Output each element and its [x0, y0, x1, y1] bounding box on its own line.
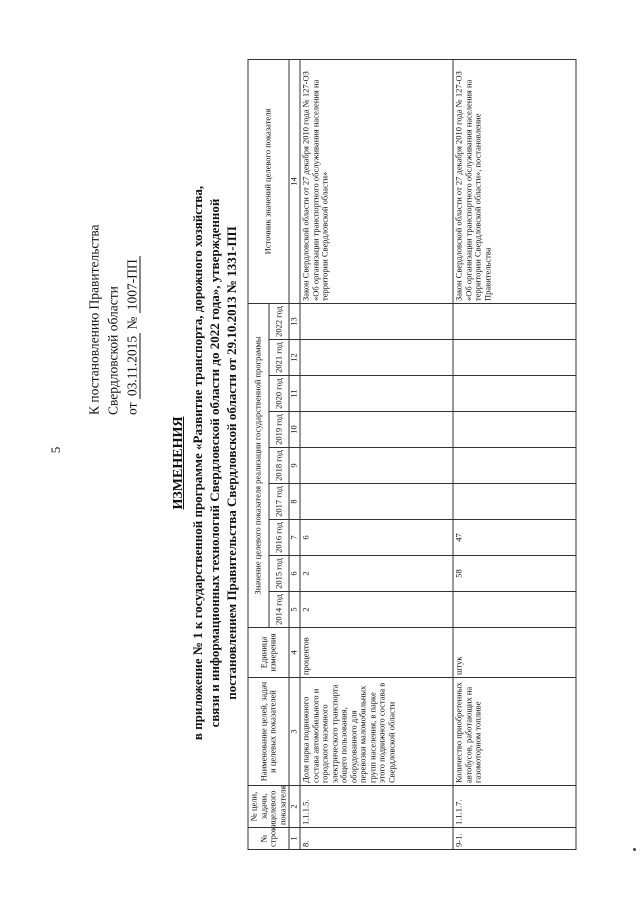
indicators-table	[248, 59, 577, 850]
header-row-no: № строки	[248, 828, 289, 850]
value-2022	[300, 303, 453, 339]
header-year: 2015 год	[269, 556, 290, 592]
document-title: ИЗМЕНЕНИЯ	[171, 416, 186, 510]
header-year: 2020 год	[269, 376, 290, 412]
value-2022	[453, 303, 576, 339]
header-name: Наименование целей, задач и целевых показателей	[248, 678, 289, 786]
column-number: 9	[289, 448, 300, 484]
column-number: 11	[289, 376, 300, 412]
header-year: 2018 год	[269, 448, 290, 484]
value-2020	[300, 376, 453, 412]
heading-line-2: связи и информационных технологий Свердловской области до 2022 года», утвержденной	[207, 198, 222, 728]
attachment-line-1: К постановлению Правительства	[86, 224, 102, 415]
column-number: 7	[289, 520, 300, 556]
header-year: 2017 год	[269, 484, 290, 520]
decree-date: 03.11.2015	[125, 333, 141, 399]
column-number: 6	[289, 556, 300, 592]
table-row	[453, 59, 576, 849]
number-sign: №	[124, 316, 140, 330]
decree-number: 1007-ПП	[125, 256, 141, 313]
column-number: 10	[289, 412, 300, 448]
heading-line-3: постановлением Правительства Свердловской области от 29.10.2013 № 1331-ПП	[224, 226, 239, 700]
column-number: 3	[289, 678, 300, 786]
column-number: 12	[289, 340, 300, 376]
goal-number: 1.1.1.7.	[453, 786, 576, 828]
from-label: от	[124, 402, 140, 415]
column-number: 4	[289, 628, 300, 678]
column-number: 13	[289, 303, 300, 339]
value-2014: 2	[300, 592, 453, 628]
column-number: 14	[289, 59, 300, 303]
indicator-source: Закон Свердловской области от 27 декабря 2010 года № 127-ОЗ «Об организации транспортного обслуживания населения на территории Свердловской области»	[300, 59, 453, 303]
value-2016: 47	[453, 520, 576, 556]
table-row	[300, 59, 453, 849]
attachment-line-3	[123, 85, 142, 415]
unit: процентов	[300, 628, 453, 678]
value-2015: 2	[300, 556, 453, 592]
column-number: 2	[289, 786, 300, 828]
indicator-name: Доля парка подвижного состава автомобильного и городского наземного электрического транспорта общего пользования, оборудованного для перевозки маломобильных групп населения, в парке этого подвижного состава в Свердловской области	[300, 678, 453, 786]
header-values-group: Значение целевого показателя реализации государственной программы	[248, 303, 269, 627]
document-heading	[170, 93, 240, 833]
header-year: 2014 год	[269, 592, 290, 628]
attachment-stamp	[85, 85, 142, 415]
page-number: 5	[48, 446, 63, 454]
header-unit: Единица измерения	[248, 628, 289, 678]
unit: штук	[453, 628, 576, 678]
header-goal-no: № цели, задачи, целевого показателя	[248, 786, 289, 828]
indicators-table-wrapper	[248, 70, 603, 850]
row-number: 8.	[300, 828, 453, 850]
header-year: 2022 год	[269, 303, 290, 339]
value-2019	[300, 412, 453, 448]
value-2014	[453, 592, 576, 628]
column-number: 8	[289, 484, 300, 520]
header-year: 2016 год	[269, 520, 290, 556]
value-2017	[300, 484, 453, 520]
value-2016: 6	[300, 520, 453, 556]
value-2020	[453, 376, 576, 412]
value-2015: 58	[453, 556, 576, 592]
row-number: 9-1.	[453, 828, 576, 850]
value-2021	[453, 340, 576, 376]
header-year: 2021 год	[269, 340, 290, 376]
heading-line-1: в приложение № 1 к государственной программе «Развитие транспорта, дорожного хозяйства,	[190, 185, 205, 741]
column-number: 5	[289, 592, 300, 628]
value-2017	[453, 484, 576, 520]
goal-number: 1.1.1.5.	[300, 786, 453, 828]
value-2021	[300, 340, 453, 376]
value-2018	[300, 448, 453, 484]
value-2019	[453, 412, 576, 448]
column-number-row	[289, 59, 300, 849]
header-source: Источник значений целевого показателя	[248, 59, 289, 303]
header-year: 2019 год	[269, 412, 290, 448]
column-number: 1	[289, 828, 300, 850]
scan-artifact	[633, 848, 636, 851]
indicator-source: Закон Свердловской области от 27 декабря 2010 года № 127-ОЗ «Об организации транспортного обслуживания населения на территории Свердловской области», постановление Правительства	[453, 59, 576, 303]
attachment-line-2: Свердловской области	[105, 286, 121, 415]
value-2018	[453, 448, 576, 484]
indicator-name: Количество приобретенных автобусов, работающих на газомоторном топливе	[453, 678, 576, 786]
